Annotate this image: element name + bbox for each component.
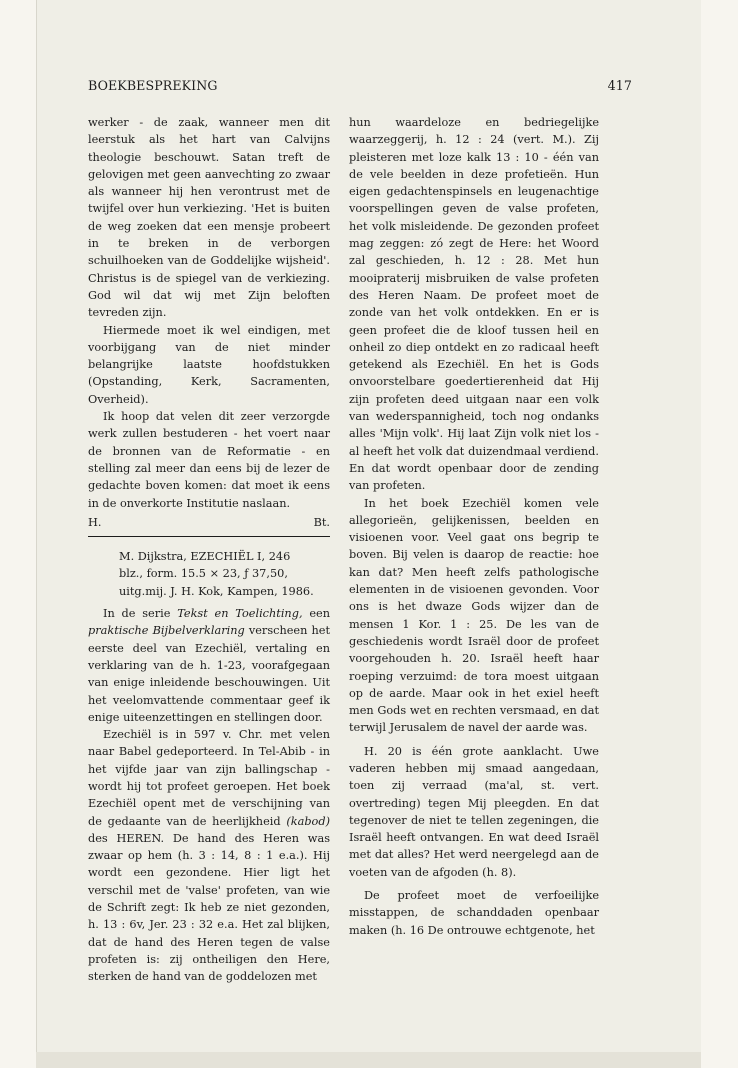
reviewer-signature	[88, 514, 330, 531]
signature-initial: H.	[88, 515, 102, 529]
running-header	[88, 78, 632, 96]
paragraph: Hiermede moet ik wel eindigen, met voorbijgang van de niet minder belangrijke laatste hoofdstukken (Opstanding, Kerk, Sacramenten, Overheid).	[88, 323, 330, 406]
paragraph: werker - de zaak, wanneer men dit leerstuk als het hart van Calvijns theologie beschouwt. Satan treft de gelovigen met geen aanvechting zo zwaar als wanneer hij hen verontrust met de twijfel over hun verkiezing. 'Het is buiten de weg zoeken dat een mensje probeert in te breken in de verborgen schuilhoeken van de Goddelijke wijsheid'. Christus is de spiegel van de verkiezing. God wil dat wij met Zijn beloften tevreden zijn.	[88, 116, 330, 320]
paragraph	[88, 726, 330, 985]
book-reference-line: M. Dijkstra, EZECHIËL I, 246	[119, 550, 291, 564]
book-reference	[119, 548, 330, 600]
text-run: In de serie	[103, 607, 178, 621]
review-divider	[88, 536, 330, 537]
paragraph: Ik hoop dat velen dit zeer verzorgde werk zullen bestuderen - het voert naar de bronnen van de Reformatie - en stelling zal meer dan eens bij de lezer de gedachte boven komen: dat moet ik eens in de onverkorte Institutie naslaan.	[88, 410, 330, 510]
paragraph	[88, 605, 330, 726]
text-run: een	[302, 607, 330, 621]
italic-term: (kabod)	[286, 814, 330, 828]
signature-abbrev: Bt.	[313, 515, 330, 529]
text-run: Ezechiël is in 597 v. Chr. met velen naar Babel gedeporteerd. In Tel-Abib - in het vijfde jaar van zijn ballingschap - wordt hij tot profeet geroepen. Het boek Ezechiël opent met de verschijning van de gedaante van de heerlijkheid	[88, 728, 330, 828]
right-column	[349, 114, 599, 939]
left-column	[88, 114, 330, 986]
paragraph: hun waardeloze en bedriegelijke waarzeggerij, h. 12 : 24 (vert. M.). Zij pleisteren met loze kalk 13 : 10 - één van de vele beelden in deze profetieën. Hun eigen gedachtenspinsels en leugenachtige voorspellingen geven de valse profeten, het volk misleidende. De gezonden profeet mag zeggen: zó zegt de Here: het Woord zal geschieden, h. 12 : 28. Met hun mooipraterij misbruiken de valse profeten des Heren Naam. De profeet moet de zonde van het volk ontdekken. En er is geen profeet die de kloof tussen heil en onheil zo diep ontdekt en zo radicaal heeft getekend als Ezechiël. En het is Gods onvoorstelbare goedertierenheid dat Hij zijn profeten deed uitgaan naar een volk van wederspannigheid, toch nog ondanks alles 'Mijn volk'. Hij laat Zijn volk niet los - al heeft het volk dat duizendmaal verdiend. En dat wordt openbaar door de zending van profeten.	[349, 116, 599, 493]
text-run: verscheen het eerste deel van Ezechiël, vertaling en verklaring van de h. 1-23, voorafgegaan van enige inleidende beschouwingen. Uit het veelomvattende commentaar geef ik enige uiteenzettingen en stellingen door.	[88, 624, 330, 724]
page-number: 417	[607, 78, 632, 93]
series-subtitle: praktische Bijbelverklaring	[88, 624, 245, 638]
text-run: des HEREN. De hand des Heren was zwaar op hem (h. 3 : 14, 8 : 1 e.a.). Hij wordt een gezondene. Hier ligt het verschil met de 'valse' profeten, van wie de Schrift zegt: Ik heb ze niet gezonden, h. 13 : 6v, Jer. 23 : 32 e.a. Het zal blijken, dat de hand des Heren tegen de valse profeten is: zij ontheiligen den Here, sterken de hand van de goddelozen met	[88, 831, 330, 984]
paragraph: H. 20 is één grote aanklacht. Uwe vaderen hebben mij smaad aangedaan, toen zij verraad (ma'al, st. vert. overtreding) tegen Mij pleegden. En dat tegenover de niet te tellen zegeningen, die Israël heeft ontvangen. En wat deed Israël met dat alles? Het werd neergelegd aan de voeten van de afgoden (h. 8).	[349, 744, 599, 879]
scan-margin-right	[701, 0, 738, 1068]
paragraph: In het boek Ezechiël komen vele allegorieën, gelijkenissen, beelden en visioenen voor. Veel gaat ons begrip te boven. Bij velen is daarop de reactie: hoe kan dat? Men heeft zelfs pathologische elementen in de visioenen gevonden. Voor ons is het dwaze Gods wijzer dan de mensen 1 Kor. 1 : 25. De les van de geschiedenis wordt Israël door de profeet voorgehouden h. 20. Israël heeft haar roeping verzuimd: de tora moest uitgaan op de aarde. Maar ook in het exiel heeft men Gods wet en rechten versmaad, en dat terwijl Jerusalem de navel der aarde was.	[349, 496, 599, 735]
series-title: Tekst en Toelichting,	[177, 607, 303, 621]
page-bottom-edge	[36, 1052, 701, 1068]
scan-margin-left	[0, 0, 36, 1068]
running-title: BOEKBESPREKING	[88, 78, 218, 93]
book-reference-line: uitg.mij. J. H. Kok, Kampen, 1986.	[119, 584, 314, 598]
paragraph: De profeet moet de verfoeilijke misstappen, de schanddaden openbaar maken (h. 16 De ontrouwe echtgenote, het	[349, 889, 599, 937]
book-reference-line: blz., form. 15.5 × 23, ƒ 37,50,	[119, 567, 288, 581]
